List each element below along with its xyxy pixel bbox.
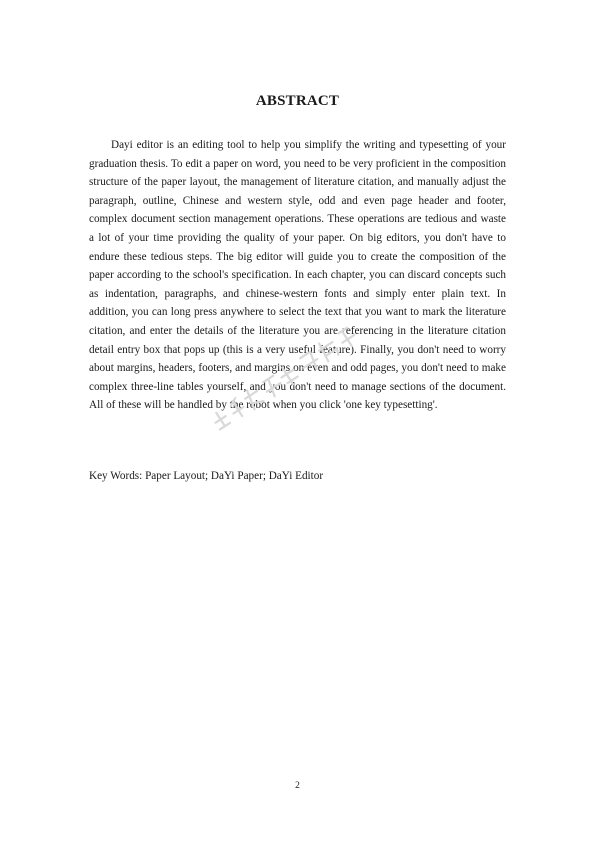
page-number: 2 <box>295 781 300 791</box>
abstract-title: ABSTRACT <box>255 93 340 109</box>
abstract-body: Dayi editor is an editing tool to help you simplify the writing and typesetting of your graduation thesis. To edit a paper on word, you need to be very proficient in the composition structure of the paper layout, the management of literature citation, and manually adjust the paragraph, outline, Chinese and western style, odd and even page header and footer, complex document section management operations. These operations are tedious and waste a lot of your time providing the quality of your paper. On big editors, you don't have to endure these tedious steps. The big editor will guide you to create the composition of the paper according to the school's specification. In each chapter, you can discard concepts such as indentation, paragraphs, and chinese-western fonts and simply enter plain text. In addition, you can long press anywhere to select the text that you want to mark the literature citation, and enter the details of the literature you are referencing in the literature citation detail entry box that pops up (this is a very useful feature). Finally, you don't need to worry about margins, headers, footers, and margins on even and odd pages, you don't need to make complex three-line tables yourself, and you don't need to manage sections of the document. All of these will be handled by the robot when you click 'one key typesetting'. <box>89 139 506 412</box>
keywords-line: Key Words: Paper Layout; DaYi Paper; DaYi Editor <box>89 470 324 482</box>
